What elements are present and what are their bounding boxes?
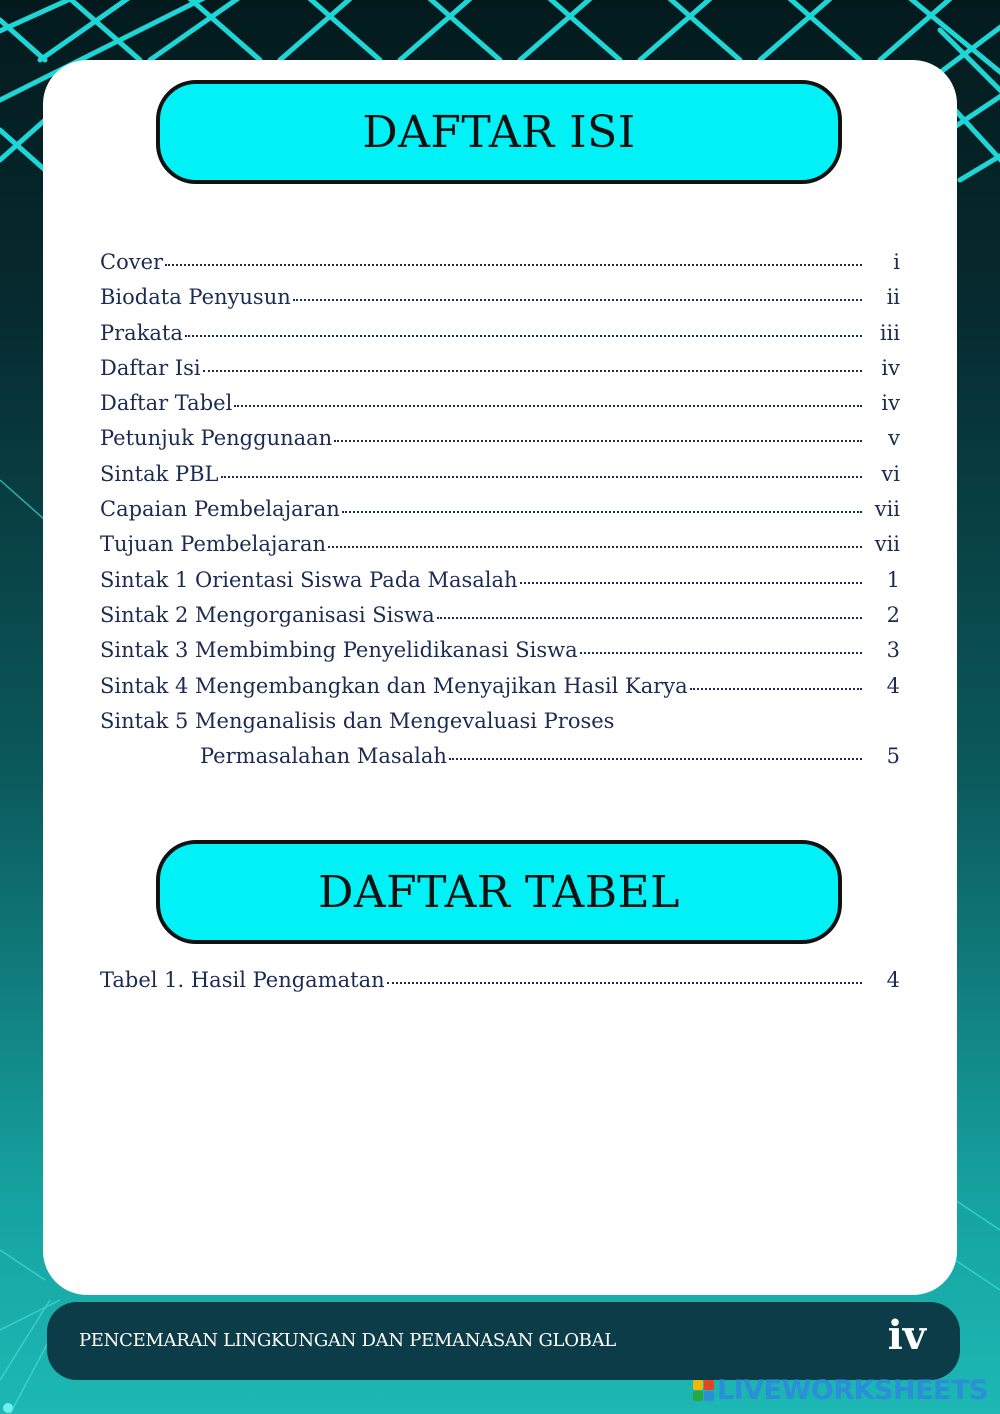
toc-entry[interactable] xyxy=(100,462,900,497)
toc-heading: DAFTAR ISI xyxy=(156,80,842,184)
dot-leader xyxy=(449,758,862,760)
dot-leader xyxy=(221,476,863,478)
toc-entry[interactable] xyxy=(100,568,900,603)
toc-entry-page: i xyxy=(893,250,900,274)
toc-entry-label: Daftar Tabel xyxy=(100,391,233,416)
toc-entry-page: 5 xyxy=(886,744,900,769)
toc-entry-label: Permasalahan Masalah xyxy=(200,744,447,769)
toc-entry[interactable] xyxy=(100,744,900,779)
toc-entry-label: Sintak PBL xyxy=(100,461,219,486)
toc-entry-label: Petunjuk Penggunaan xyxy=(100,426,333,451)
toc-entry[interactable] xyxy=(100,497,900,532)
toc-entry[interactable] xyxy=(100,532,900,567)
toc-entry-page: iv xyxy=(881,391,900,416)
dot-leader xyxy=(165,264,862,266)
toc-entry[interactable] xyxy=(100,356,900,391)
toc-entry-page: vii xyxy=(874,532,900,557)
toc-entry-page: vii xyxy=(874,497,900,522)
toc-entry-label: Capaian Pembelajaran xyxy=(100,497,340,522)
dot-leader xyxy=(520,582,862,584)
dot-leader xyxy=(690,688,862,690)
toc-entry-page: ii xyxy=(886,285,900,310)
toc-entry-page: 4 xyxy=(886,673,900,698)
toc-entry[interactable] xyxy=(100,321,900,356)
dot-leader xyxy=(387,982,862,984)
footer-bar xyxy=(47,1302,960,1380)
dot-leader xyxy=(234,405,862,407)
toc-entry[interactable] xyxy=(100,968,900,1003)
toc-entry[interactable] xyxy=(100,391,900,426)
liveworksheets-logo-icon xyxy=(693,1380,714,1401)
toc-entry-label: Tabel 1. Hasil Pengamatan xyxy=(100,968,385,992)
dot-leader xyxy=(203,370,862,372)
toc-entry-label: Sintak 2 Mengorganisasi Siswa xyxy=(100,602,435,627)
toc-entry-label: Biodata Penyusun xyxy=(100,285,291,310)
dot-leader xyxy=(342,511,862,513)
toc-entry-label: Daftar Isi xyxy=(100,355,201,380)
toc-entry[interactable] xyxy=(100,426,900,461)
toc-entry-label: Tujuan Pembelajaran xyxy=(100,532,327,557)
table-list-heading: DAFTAR TABEL xyxy=(156,840,842,944)
toc-entry-page: 1 xyxy=(886,567,900,592)
toc-entry[interactable] xyxy=(100,285,900,320)
footer-title: PENCEMARAN LINGKUNGAN DAN PEMANASAN GLOBAL xyxy=(79,1330,616,1351)
toc-entry-label: Sintak 4 Mengembangkan dan Menyajikan Hasil Karya xyxy=(100,673,688,698)
dot-leader xyxy=(437,617,862,619)
toc-entry-label: Sintak 5 Menganalisis dan Mengevaluasi Proses xyxy=(100,708,615,733)
dot-leader xyxy=(328,546,862,548)
toc-entry-label: Sintak 1 Orientasi Siswa Pada Masalah xyxy=(100,567,518,592)
dot-leader xyxy=(185,335,862,337)
toc-entry[interactable] xyxy=(100,250,900,285)
toc-entry-label: Cover xyxy=(100,250,164,274)
toc-entry-page: vi xyxy=(881,461,900,486)
footer-page-number: iv xyxy=(887,1312,926,1359)
dot-leader xyxy=(334,440,862,442)
toc-entry[interactable] xyxy=(100,603,900,638)
toc-entry-label: Sintak 3 Membimbing Penyelidikanasi Siswa xyxy=(100,638,578,663)
toc-entry[interactable] xyxy=(100,674,900,709)
toc-entry-page: 3 xyxy=(886,638,900,663)
watermark xyxy=(693,1376,988,1404)
toc-list xyxy=(100,250,900,779)
dot-leader xyxy=(293,299,862,301)
toc-entry-label: Prakata xyxy=(100,320,183,345)
toc-entry-page: iv xyxy=(881,355,900,380)
watermark-text: LIVEWORKSHEETS xyxy=(717,1374,988,1406)
toc-entry-page: 4 xyxy=(886,968,900,992)
toc-entry-page: v xyxy=(888,426,900,451)
dot-leader xyxy=(580,652,862,654)
toc-entry-page: iii xyxy=(879,320,900,345)
toc-entry[interactable] xyxy=(100,709,900,744)
toc-entry[interactable] xyxy=(100,638,900,673)
toc-entry-page: 2 xyxy=(886,602,900,627)
table-list xyxy=(100,968,900,1003)
